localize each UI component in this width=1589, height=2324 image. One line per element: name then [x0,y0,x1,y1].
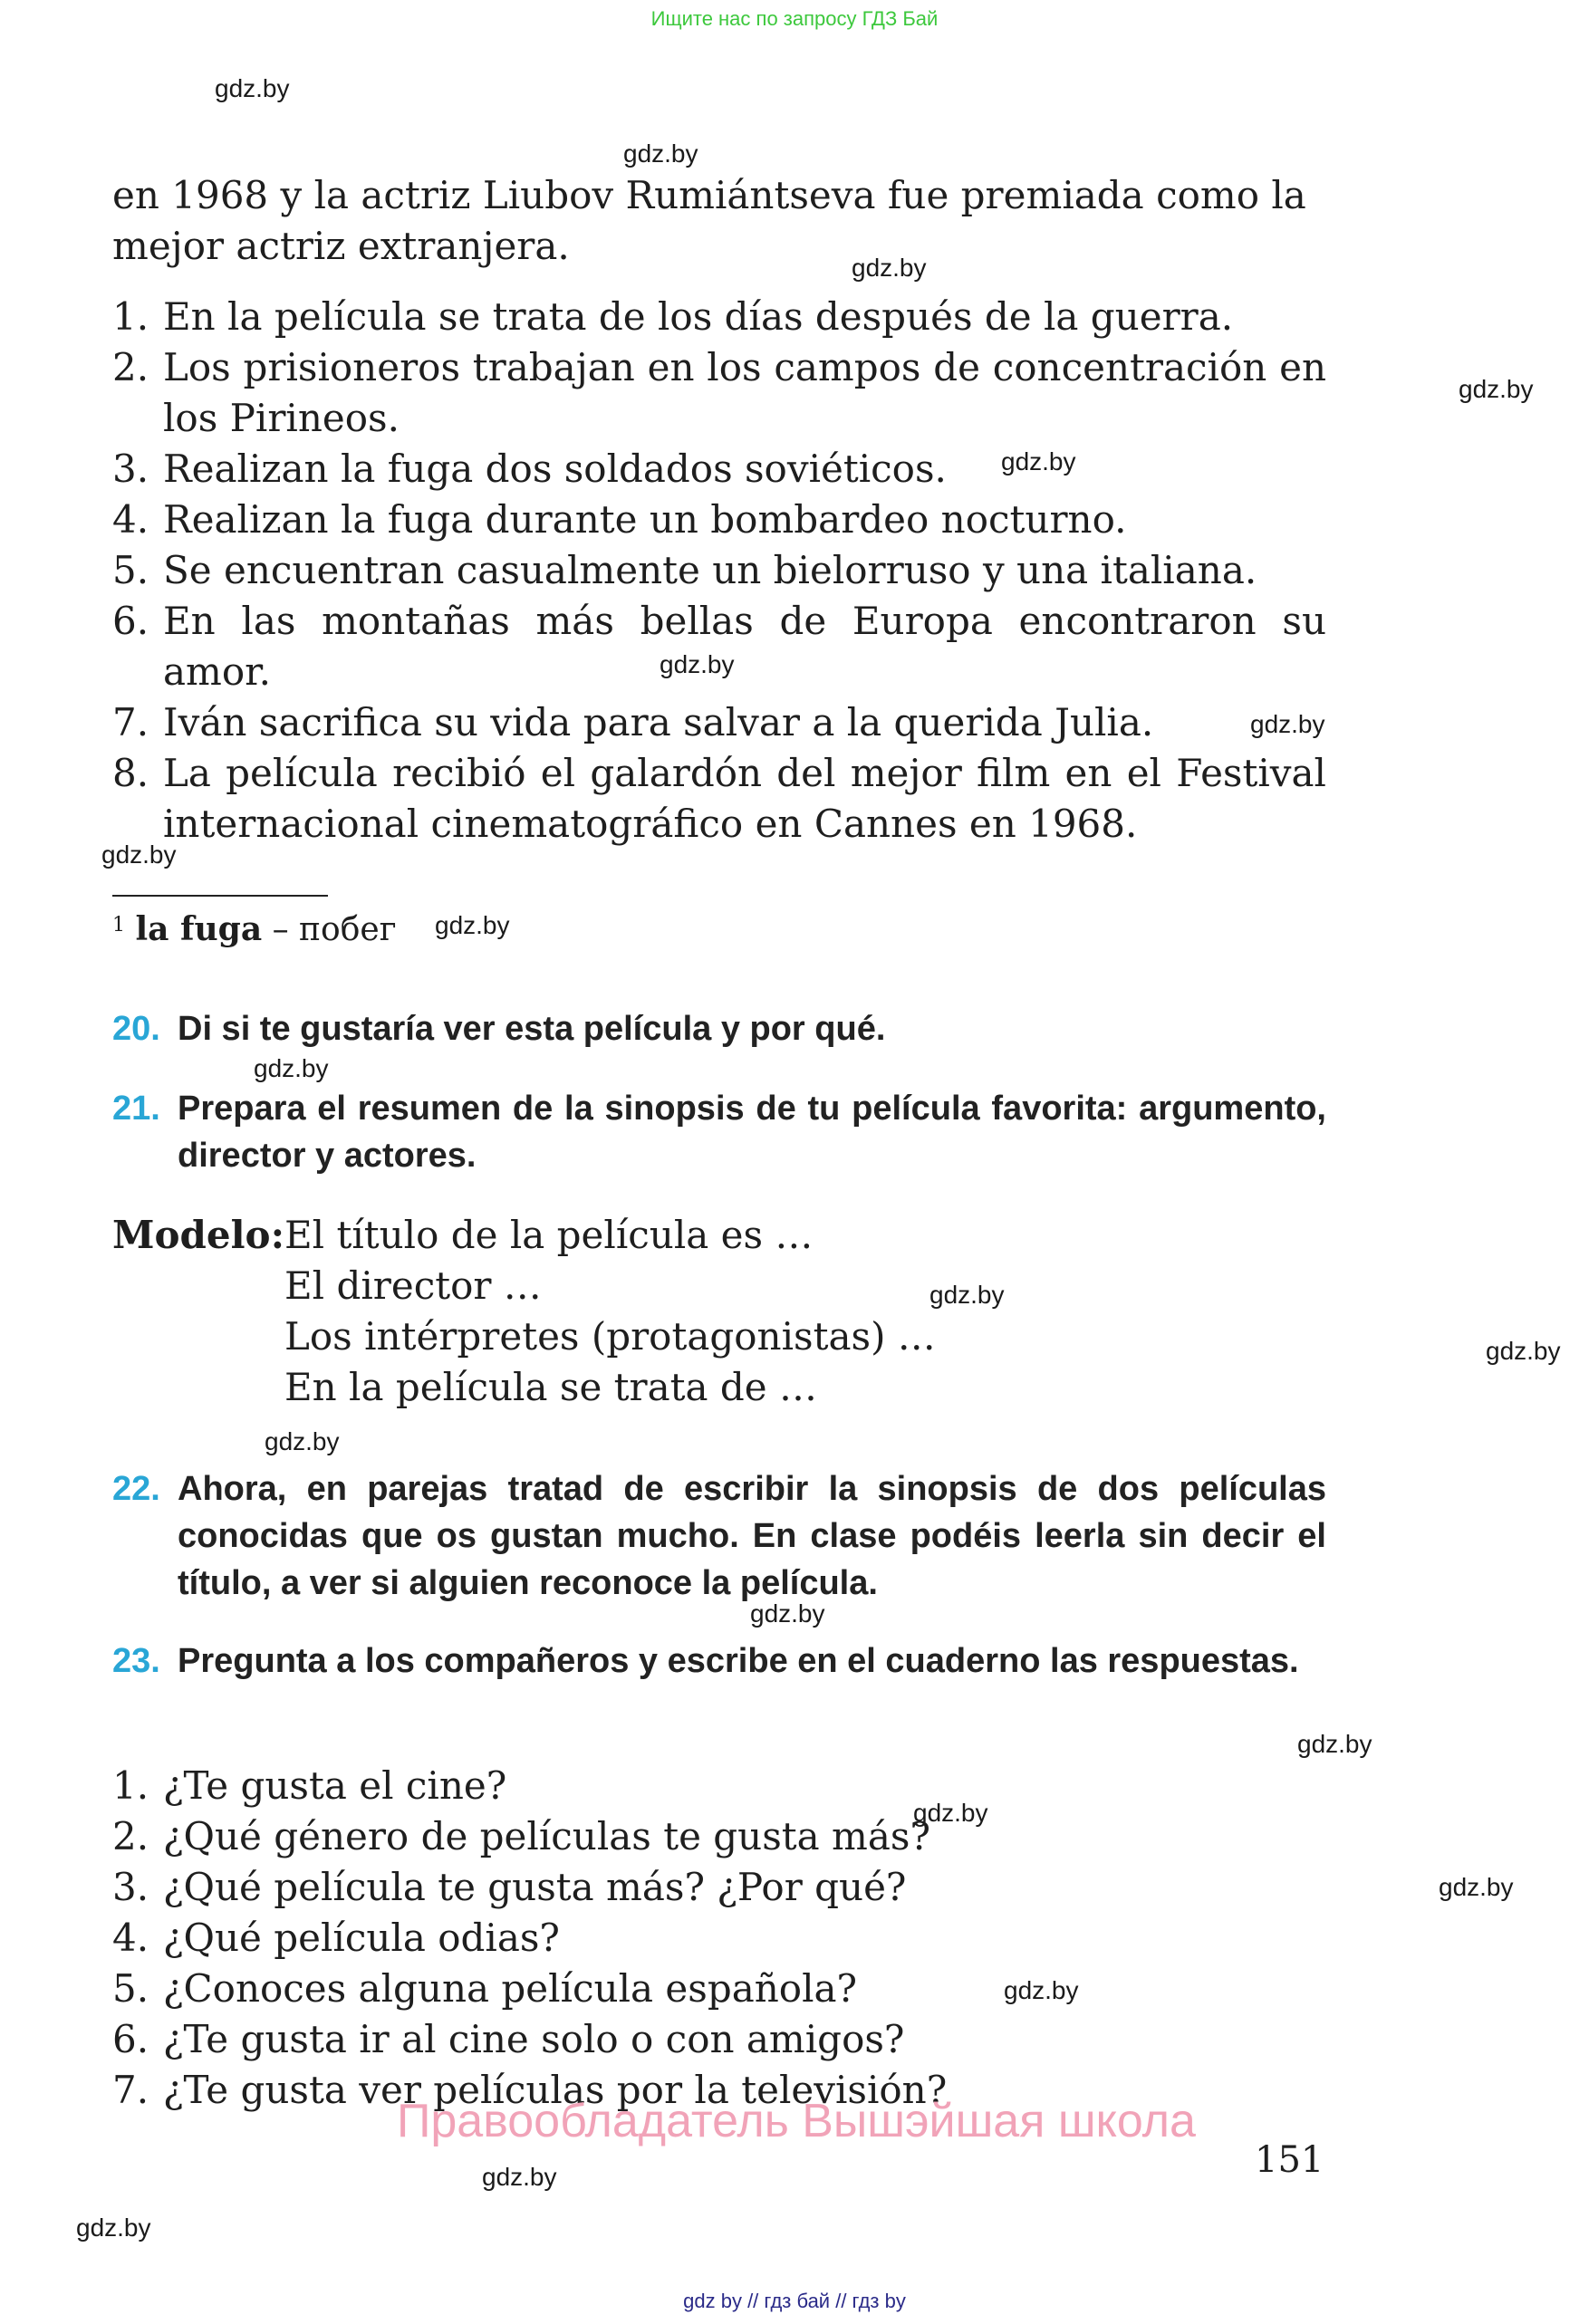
watermark: gdz.by [1004,1976,1079,2004]
copyright-watermark: Правообладатель Вышэйшая школа [397,2095,1196,2147]
task-23 [112,1637,1326,1685]
watermark: gdz.by [852,254,927,282]
list-item: 1. ¿Te gusta el cine? [112,1763,507,1808]
watermark: gdz.by [1459,375,1534,403]
task-number: 22. [112,1470,160,1508]
watermark: gdz.by [265,1427,340,1455]
watermark: gdz.by [482,2163,557,2191]
statement-list [112,292,1326,850]
list-item: 5. Se encuentran casualmente un bielorruso y una italiana. [112,548,1257,592]
task-number: 20. [112,1010,160,1048]
list-item: 2. Los prisioneros trabajan en los campos de concentración en los Pirineos. [112,345,1326,440]
footnote-mark: 1 [112,914,125,936]
watermark: gdz.by [1486,1337,1561,1365]
task-number: 23. [112,1642,160,1680]
watermark: gdz.by [1297,1730,1372,1758]
watermark: gdz.by [76,2214,151,2242]
footnote-term: la fuga [135,910,263,948]
watermark: gdz.by [913,1799,988,1827]
footnote [112,908,397,952]
footnote-divider [112,895,328,897]
question-list [112,1761,1326,2116]
watermark: gdz.by [929,1281,1005,1309]
list-item: 3. ¿Qué película te gusta más? ¿Por qué? [112,1865,907,1909]
list-item: 6. En las montañas más bellas de Europa encontraron su amor. [112,599,1326,694]
task-22 [112,1465,1326,1607]
watermark: gdz.by [623,139,698,168]
task-text: Di si te gustaría ver esta película y por qué. [178,1010,886,1048]
watermark: gdz.by [1439,1873,1514,1901]
modelo-line: En la película se trata de … [284,1365,817,1409]
intro-paragraph: en 1968 y la actriz Liubov Rumiántseva fue premiada como la mejor actriz extranjera. [112,173,1306,268]
footnote-definition: – побег [272,911,397,948]
list-item: 8. La película recibió el galardón del mejor film en el Festival internacional cinematográfico en Cannes en 1968. [112,751,1326,846]
watermark: gdz.by [215,74,290,102]
watermark: gdz.by [660,650,735,678]
task-text: Pregunta a los compañeros y escribe en el cuaderno las respuestas. [178,1642,1299,1680]
watermark: gdz.by [1001,447,1076,475]
modelo-label: Modelo: [112,1213,285,1257]
list-item: 6. ¿Te gusta ir al cine solo o con amigos? [112,2017,905,2061]
top-banner[interactable]: Ищите нас по запросу ГДЗ Бай [650,7,939,30]
watermark: gdz.by [1250,710,1325,738]
modelo-line: Los intérpretes (protagonistas) … [284,1314,936,1359]
list-item: 7. Iván sacrifica su vida para salvar a la querida Julia. [112,700,1154,744]
watermark: gdz.by [750,1599,825,1628]
page-number: 151 [1255,2139,1324,2181]
list-item: 4. Realizan la fuga durante un bombardeo nocturno. [112,497,1127,542]
task-text: Prepara el resumen de la sinopsis de tu película favorita: argumento, director y actores. [178,1090,1326,1175]
task-20 [112,1005,1326,1052]
watermark: gdz.by [101,840,177,869]
list-item: 7. ¿Te gusta ver películas por la televisión? [112,2068,948,2112]
watermark: gdz.by [254,1054,329,1082]
modelo-line: El título de la película es … [284,1213,814,1257]
task-number: 21. [112,1090,160,1128]
task-text: Ahora, en parejas tratad de escribir la sinopsis de dos películas conocidas que os gustan mucho. En clase podéis leerla sin decir el título, a ver si alguien reconoce la película. [178,1470,1326,1602]
modelo-line: El director … [284,1263,542,1308]
task-21 [112,1085,1326,1179]
list-item: 4. ¿Qué película odias? [112,1916,560,1960]
list-item: 3. Realizan la fuga dos soldados soviéticos. [112,447,947,491]
bottom-links[interactable]: gdz by // гдз бай // гдз by [683,2290,906,2312]
list-item: 1. En la película se trata de los días después de la guerra. [112,294,1234,339]
watermark: gdz.by [435,911,510,939]
list-item: 5. ¿Conoces alguna película española? [112,1966,858,2011]
list-item: 2. ¿Qué género de películas te gusta más? [112,1814,930,1858]
